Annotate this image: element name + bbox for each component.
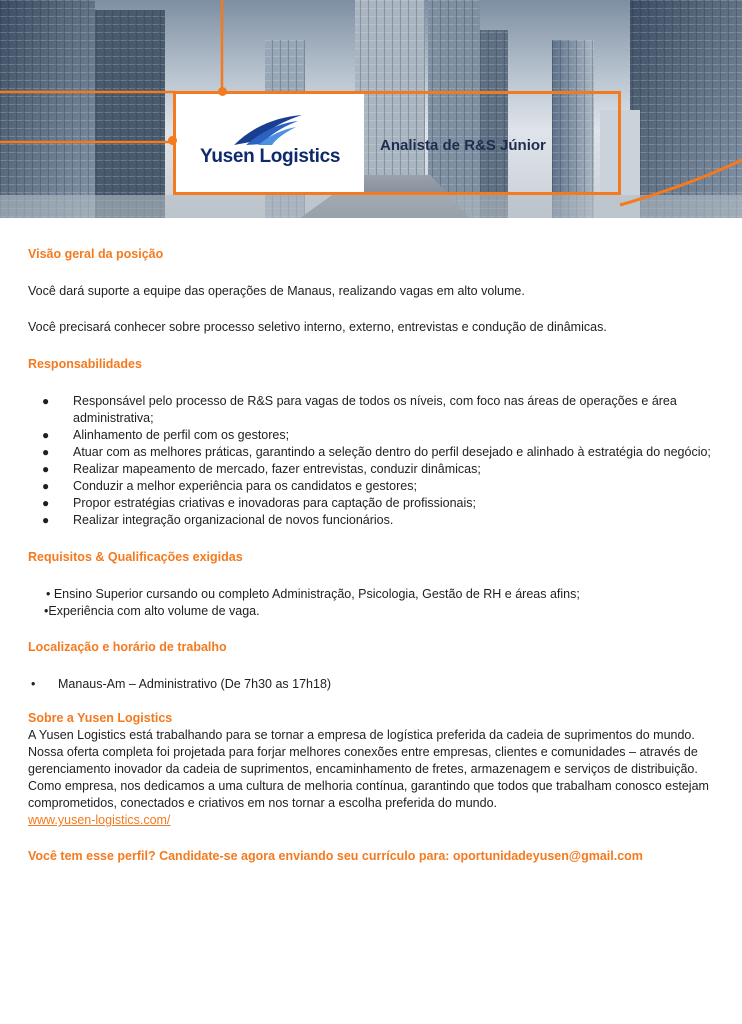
responsibilities-heading: Responsabilidades <box>28 357 142 371</box>
overview-heading: Visão geral da posição <box>28 247 164 261</box>
header-banner <box>0 0 742 218</box>
about-paragraph: A Yusen Logistics está trabalhando para se tornar a empresa de logística preferida da cadeia de suprimentos do mundo. Nossa oferta completa foi projetada para forjar melhores conexões entre empresas, clientes e comunidades – através de gerenciamento inovador da cadeia de suprimentos, encaminhamento de fretes, armazenagem e serviços de distribuição. Como empresa, nos dedicamos a uma cultura de melhoria contínua, garantindo que todos que trabalham conosco estejam comprometidos, conectados e criativos em nos tornar a escolha preferida do mundo. <box>28 728 709 810</box>
responsibilities-list <box>28 393 718 529</box>
overview-paragraph-1: Você dará suporte a equipe das operações de Manaus, realizando vagas em alto volume. <box>28 284 525 298</box>
frame-dot-left <box>168 136 177 145</box>
list-item: ● Realizar mapeamento de mercado, fazer entrevistas, conduzir dinâmicas; <box>42 462 481 476</box>
overview-paragraph-2: Você precisará conhecer sobre processo seletivo interno, externo, entrevistas e condução de dinâmicas. <box>28 320 607 334</box>
frame-dot-top <box>218 87 227 96</box>
list-item: ● Alinhamento de perfil com os gestores; <box>42 428 290 442</box>
requirements-list <box>28 586 718 620</box>
job-description <box>28 246 718 865</box>
location-heading: Localização e horário de trabalho <box>28 640 227 654</box>
location-text: Manaus-Am – Administrativo (De 7h30 as 17h18) <box>58 677 332 691</box>
location-line <box>28 676 718 693</box>
company-website-link[interactable]: www.yusen-logistics.com/ <box>28 813 171 827</box>
list-item: • Ensino Superior cursando ou completo Administração, Psicologia, Gestão de RH e áreas afins; <box>46 587 580 601</box>
list-item: ● Propor estratégias criativas e inovadoras para captação de profissionais; <box>42 496 476 510</box>
list-item: •Experiência com alto volume de vaga. <box>44 604 260 618</box>
job-title: Analista de R&S Júnior <box>380 137 546 154</box>
list-item: ● Atuar com as melhores práticas, garantindo a seleção dentro do perfil desejado e alinhado à estratégia do negócio; <box>42 445 711 459</box>
about-heading: Sobre a Yusen Logistics <box>28 711 173 725</box>
list-item: ● Responsável pelo processo de R&S para vagas de todos os níveis, com foco nas áreas de operações e área administrativa; <box>42 394 677 425</box>
requirements-heading: Requisitos & Qualificações exigidas <box>28 550 243 564</box>
list-item: ● Conduzir a melhor experiência para os candidatos e gestores; <box>42 479 417 493</box>
logo-text: Yusen Logistics <box>200 146 341 167</box>
list-item: ● Realizar integração organizacional de novos funcionários. <box>42 513 394 527</box>
apply-call-to-action: Você tem esse perfil? Candidate-se agora enviando seu currículo para: oportunidadeyusen@gmail.com <box>28 849 643 863</box>
bullet: • <box>31 677 36 691</box>
